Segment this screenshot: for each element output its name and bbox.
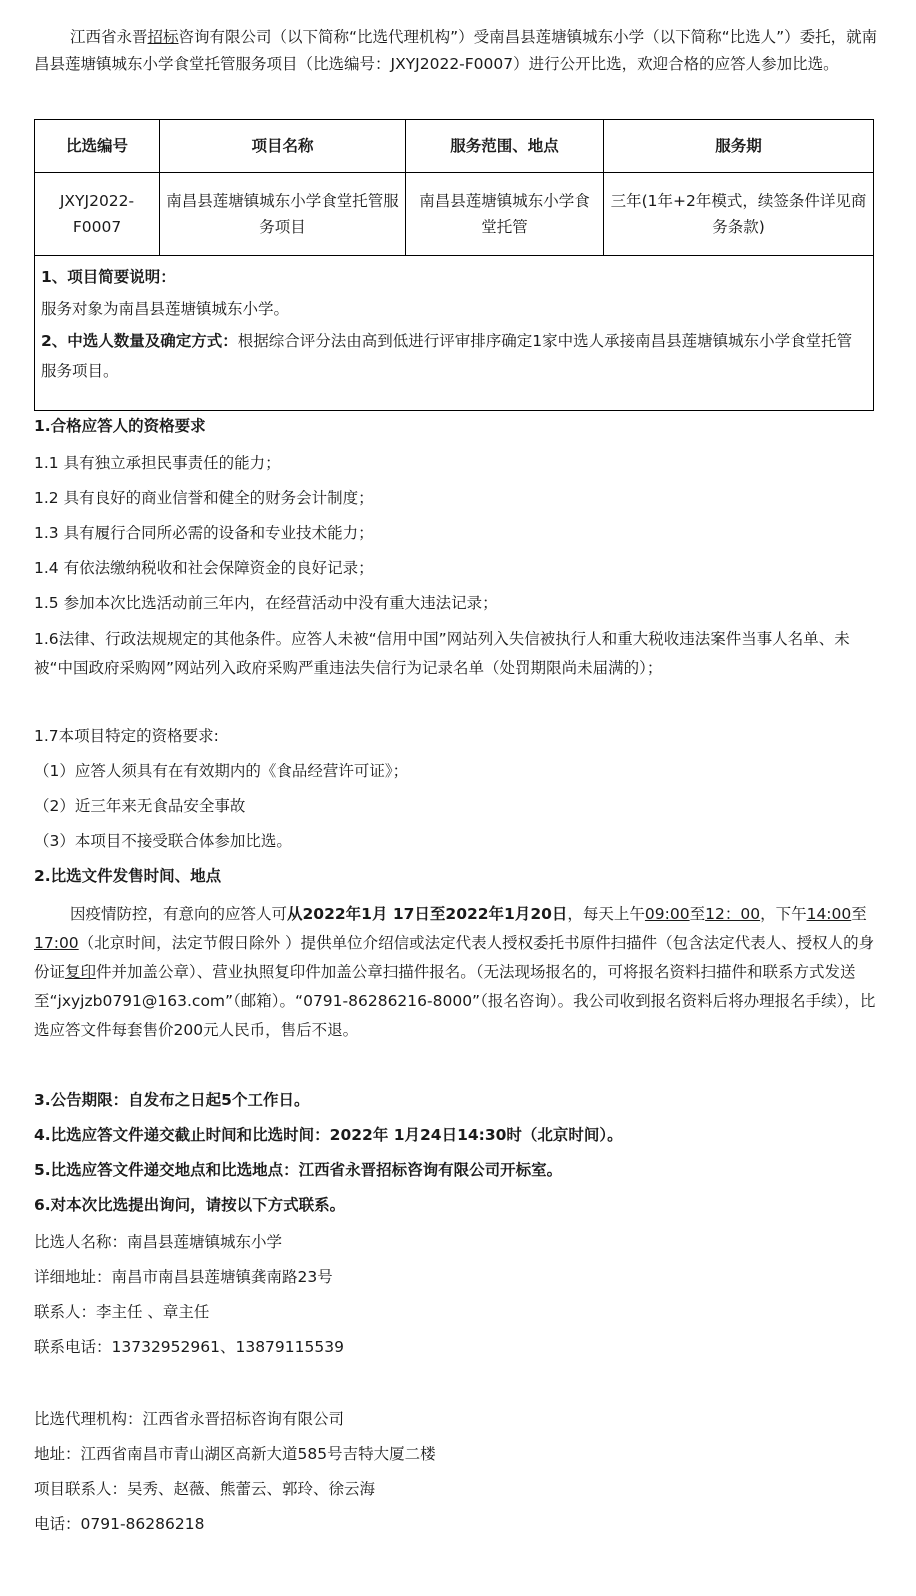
buyer-contact: 联系人：李主任 、章主任 bbox=[34, 1303, 210, 1321]
header-service-period: 服务期 bbox=[604, 120, 874, 173]
header-service-scope: 服务范围、地点 bbox=[406, 120, 604, 173]
header-project-name: 项目名称 bbox=[160, 120, 406, 173]
section6: 6.对本次比选提出询问，请按以下方式联系。 bbox=[34, 1196, 346, 1214]
section3: 3.公告期限：自发布之日起5个工作日。 bbox=[34, 1091, 310, 1109]
cell-service-scope: 南昌县莲塘镇城东小学食堂托管 bbox=[406, 173, 604, 256]
s2-text: 件并加盖公章）、营业执照复印件加盖公章扫描件报名。（无法现场报名的，可将报名资料扫描件和联系方式发送至“jxyjzb0791@163.com”（邮箱）。“0791-86286216-8000”（报名咨询）。我公司收到报名资料后将办理报名手续），比选应答文件每套售价200元人民币，售后不退。 bbox=[34, 963, 876, 1039]
note1-text: 服务对象为南昌县莲塘镇城东小学。 bbox=[41, 300, 290, 318]
note1-title: 1、项目简要说明： bbox=[41, 268, 176, 286]
s2-time: 12：00 bbox=[705, 905, 761, 923]
table-header-row bbox=[35, 120, 874, 173]
section1-title: 1.合格应答人的资格要求 bbox=[34, 417, 206, 435]
buyer-name: 比选人名称：南昌县莲塘镇城东小学 bbox=[34, 1233, 283, 1251]
s2-time: 09:00 bbox=[644, 905, 690, 923]
section2-title: 2.比选文件发售时间、地点 bbox=[34, 867, 222, 885]
s2-copy: 复印 bbox=[65, 963, 97, 981]
note2 bbox=[41, 326, 867, 386]
s2-text: ，下午 bbox=[760, 905, 807, 923]
s2-text: ，每天上午 bbox=[567, 905, 645, 923]
s2-time: 17:00 bbox=[34, 934, 79, 952]
buyer-phone: 联系电话：13732952961、13879115539 bbox=[34, 1338, 344, 1356]
req-item: （2）近三年来无食品安全事故 bbox=[34, 797, 246, 815]
table-notes-row bbox=[35, 256, 874, 411]
intro-agency: 江西省永晋 bbox=[70, 28, 148, 46]
section5: 5.比选应答文件递交地点和比选地点：江西省永晋招标咨询有限公司开标室。 bbox=[34, 1161, 563, 1179]
agency-contacts: 项目联系人：吴秀、赵薇、熊蕾云、郭玲、徐云海 bbox=[34, 1480, 376, 1498]
req-item: 1.2 具有良好的商业信誉和健全的财务会计制度； bbox=[34, 489, 374, 507]
req-item: 1.6法律、行政法规规定的其他条件。应答人未被“信用中国”网站列入失信被执行人和重大税收违法案件当事人名单、未被“中国政府采购网”网站列入政府采购严重违法失信行为记录名单（处罚期限尚未届满的）； bbox=[34, 630, 850, 677]
cell-project-name: 南昌县莲塘镇城东小学食堂托管服务项目 bbox=[160, 173, 406, 256]
section2-paragraph bbox=[34, 900, 882, 1045]
intro-paragraph bbox=[34, 24, 882, 78]
agency-phone: 电话：0791-86286218 bbox=[34, 1515, 205, 1533]
note2-title: 2、中选人数量及确定方式： bbox=[41, 332, 238, 350]
req-item: 1.5 参加本次比选活动前三年内，在经营活动中没有重大违法记录； bbox=[34, 594, 498, 612]
cell-service-period: 三年(1年+2年模式，续签条件详见商务条款) bbox=[604, 173, 874, 256]
intro-agency-underlined: 招标 bbox=[147, 28, 179, 46]
notes-cell bbox=[35, 256, 874, 411]
table-row bbox=[35, 173, 874, 256]
s2-text: （北京时间，法定节假日除外 ）提供单位介绍信或法定代表人授权委托书原件扫描件（包含法定代表人、授权人的身份证 bbox=[34, 934, 875, 981]
project-table bbox=[34, 119, 874, 411]
agency-address: 地址：江西省南昌市青山湖区高新大道585号吉特大厦二楼 bbox=[34, 1445, 436, 1463]
s2-text: 至 bbox=[689, 905, 706, 923]
req-item: 1.7本项目特定的资格要求: bbox=[34, 727, 219, 745]
req-item: 1.1 具有独立承担民事责任的能力； bbox=[34, 454, 281, 472]
s2-time: 14:00 bbox=[806, 905, 852, 923]
section4: 4.比选应答文件递交截止时间和比选时间：2022年 1月24日14:30时（北京时间）。 bbox=[34, 1126, 623, 1144]
req-item: （3）本项目不接受联合体参加比选。 bbox=[34, 832, 292, 850]
req-item: 1.4 有依法缴纳税收和社会保障资金的良好记录； bbox=[34, 559, 374, 577]
s2-text: 至 bbox=[851, 905, 867, 923]
intro-text: 咨询有限公司（以下简称“比选代理机构”）受南昌县莲塘镇城东小学（以下简称“比选人”）委托，就南昌县莲塘镇城东小学食堂托管服务项目（比选编号：JXYJ2022-F0007）进行公开比选，欢迎合格的应答人参加比选。 bbox=[34, 28, 878, 73]
s2-dates: 从2022年1月 17日至2022年1月20日 bbox=[287, 905, 568, 923]
req-item: 1.3 具有履行合同所必需的设备和专业技术能力； bbox=[34, 524, 374, 542]
agency-name: 比选代理机构：江西省永晋招标咨询有限公司 bbox=[34, 1410, 345, 1428]
req-item: （1）应答人须具有在有效期内的《食品经营许可证》； bbox=[34, 762, 409, 780]
note2-text: 根据综合评分法由高到低进行评审排序确定1家中选人承接南昌县莲塘镇城东小学食堂托管服务项目。 bbox=[41, 332, 853, 380]
s2-text: 因疫情防控，有意向的应答人可 bbox=[70, 905, 288, 923]
header-bid-number: 比选编号 bbox=[35, 120, 160, 173]
cell-bid-number: JXYJ2022-F0007 bbox=[35, 173, 160, 256]
buyer-address: 详细地址：南昌市南昌县莲塘镇龚南路23号 bbox=[34, 1268, 333, 1286]
